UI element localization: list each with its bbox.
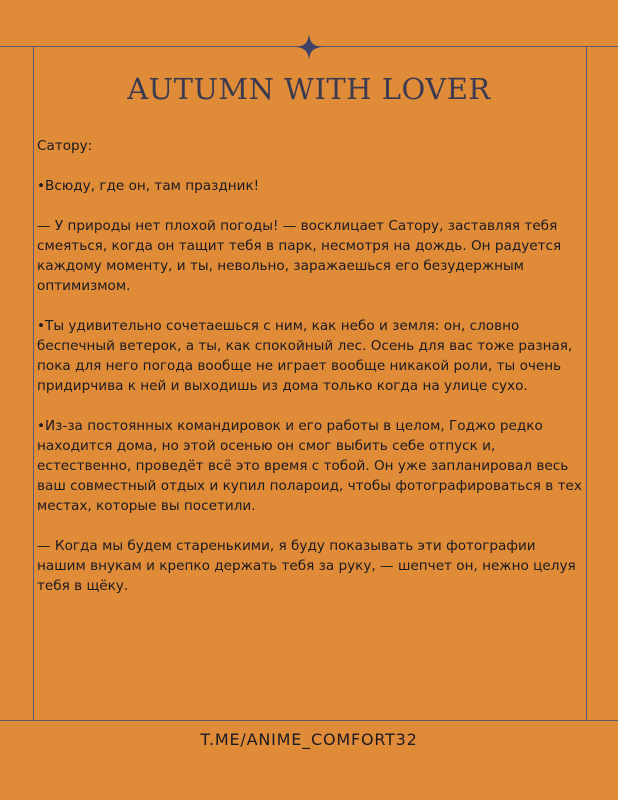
page-title: AUTUMN WITH LOVER bbox=[127, 72, 491, 106]
paragraph: •Всюду, где он, там праздник! bbox=[37, 178, 260, 194]
paragraph: — У природы нет плохой погоды! — восклицает Сатору, заставляя тебя смеяться, когда он тащит тебя в парк, несмотря на дождь. Он радуется каждому моменту, и ты, невольно, заражаешься его безудержным оптимизмом. bbox=[37, 218, 562, 294]
frame-left-line bbox=[33, 46, 34, 721]
paragraph-intro: Сатору: bbox=[37, 138, 93, 154]
paragraph: — Когда мы будем старенькими, я буду показывать эти фотографии нашим внукам и крепко держать тебя за руку, — шепчет он, нежно целуя тебя в щёку. bbox=[37, 538, 576, 594]
story-text bbox=[37, 136, 582, 616]
four-point-star-icon bbox=[296, 34, 322, 60]
paragraph: •Из-за постоянных командировок и его работы в целом, Годжо редко находится дома, но этой осенью он смог выбить себе отпуск и, естественно, проведёт всё это время с тобой. Он уже запланировал весь ваш совместный отдых и купил полароид, чтобы фотографироваться в тех местах, которые вы посетили. bbox=[37, 418, 582, 514]
paragraph: •Ты удивительно сочетаешься с ним, как небо и земля: он, словно беспечный ветерок, а ты, как спокойный лес. Осень для вас тоже разная, пока для него погода вообще не играет вообще никакой роли, ты очень придирчива к ней и выходишь из дома только когда на улице сухо. bbox=[37, 318, 573, 394]
frame-right-line bbox=[586, 46, 587, 721]
frame-bottom-line bbox=[0, 720, 618, 721]
channel-link[interactable]: T.ME/ANIME_COMFORT32 bbox=[200, 730, 418, 749]
